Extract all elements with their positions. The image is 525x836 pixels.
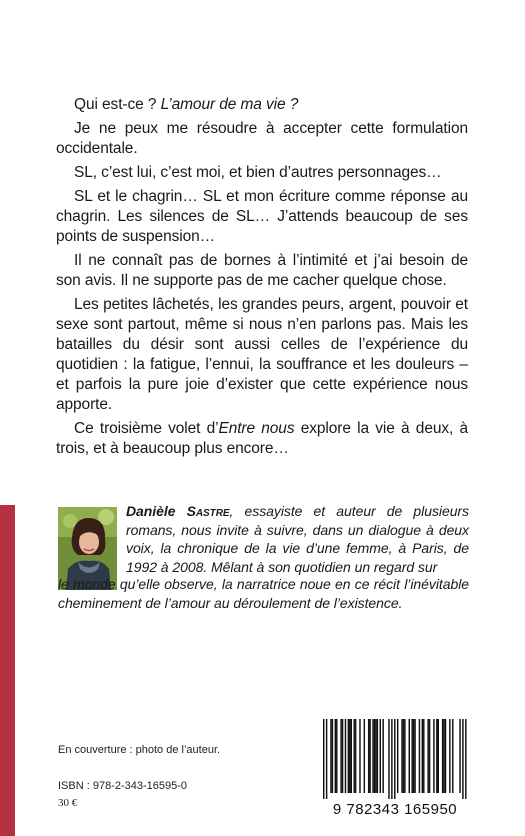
blurb-p7-after: explore la vie à deux, à trois, et à beaucoup plus encore… [56,420,468,457]
barcode-bar [355,719,356,793]
barcode-bar [380,719,381,793]
barcode-bar [404,719,405,793]
barcode-bar [401,719,402,793]
blurb-paragraph-3: SL, c’est lui, c’est moi, et bien d’autres personnages… [74,164,442,181]
barcode-bar [342,719,343,793]
barcode-bar [340,719,341,793]
blurb-paragraph-1 [56,95,468,115]
barcode-bar [332,719,333,793]
blurb-paragraph-5: Il ne connaît pas de bornes à l’intimité et j’ai besoin de son avis. Il ne supporte pas de me cacher quelque chose. [56,252,468,289]
blurb-paragraph-4: SL et le chagrin… SL et mon écriture comme réponse au chagrin. Les silences de SL… J’attends beaucoup de ses points de suspension… [56,188,468,245]
back-cover-blurb [56,95,468,463]
barcode-bar [433,719,434,793]
barcode-bar [459,719,460,793]
barcode-bars [317,719,473,799]
barcode-bar [449,719,450,793]
author-first-name: Danièle [126,503,187,519]
barcode-bar [364,719,365,793]
barcode-bar [375,719,376,793]
barcode-bar [359,719,360,793]
blurb-paragraph-7 [56,419,468,459]
barcode-bar [351,719,352,793]
barcode-bar [452,719,453,793]
barcode-bar [427,719,428,793]
barcode-bar [372,719,373,793]
barcode-bar [409,719,410,793]
barcode-bar [345,719,346,793]
barcode-bar [403,719,404,793]
barcode-bar [397,719,398,793]
barcode-bar [348,719,349,793]
barcode-bar [436,719,437,793]
author-bio-lower: le monde qu’elle observe, la narratrice noue en ce récit l’inévitable cheminement de l’amour au déroulement de l’existence. [58,576,469,611]
barcode-bar [369,719,370,793]
blurb-paragraph-2: Je ne peux me résoudre à accepter cette formulation occidentale. [56,120,468,157]
blurb-p1-italic: L’amour de ma vie ? [160,96,299,113]
barcode-bar [413,719,414,793]
author-bio-upper [126,502,469,576]
barcode-bar [445,719,446,793]
barcode-bar [368,719,369,793]
accent-sidebar [0,505,15,836]
barcode-bar [336,719,337,793]
barcode-bar [422,719,423,793]
barcode-bar [391,719,392,799]
barcode-bar [353,719,354,793]
barcode-bar [330,719,331,793]
barcode-bar [462,719,463,799]
barcode-bar [394,719,395,799]
blurb-p1-text: Qui est-ce ? [74,96,161,113]
barcode-bar [438,719,439,793]
blurb-p7-italic: Entre nous [218,420,295,437]
barcode-bar [326,719,327,799]
barcode-bar [442,719,443,793]
author-bio-part-1: , essayiste et auteur de plusieurs romans, nous invite à suivre, dans un dialogue à deux voix, la chronique de la vie d’une femme, à Paris, de 1992 à 2008. Mêlant à son quotidien un regard sur [126,503,469,575]
barcode-bar [465,719,466,799]
blurb-paragraph-6: Les petites lâchetés, les grandes peurs, argent, pouvoir et sexe sont partout, même si nous n’en parlons pas. Mais les batailles du désir sont aussi celles de l’expérience du quotidien : la fatigue, l’ennui, la souffrance et les douleurs – et parfois la pure joie d’exister que cette expérience nous apporte. [56,296,468,413]
cover-credit: En couverture : photo de l’auteur. [58,744,221,756]
price-text: 30 € [58,797,78,809]
barcode-bar [377,719,378,793]
barcode-bar [335,719,336,793]
barcode-bar [414,719,415,793]
barcode-bar [374,719,375,793]
barcode-bar [388,719,389,799]
barcode-bar [349,719,350,793]
isbn-text: ISBN : 978-2-343-16595-0 [58,780,188,792]
barcode-bar [423,719,424,793]
barcode-digits: 9 782343 165950 [332,801,458,818]
barcode-bar [443,719,444,793]
barcode-bar [411,719,412,793]
barcode-bar [419,719,420,793]
barcode-bar [323,719,324,799]
blurb-p7-before: Ce troisième volet d’ [74,420,219,437]
barcode-bar [382,719,383,793]
barcode-bar [429,719,430,793]
author-last-name: Sastre [186,503,230,519]
